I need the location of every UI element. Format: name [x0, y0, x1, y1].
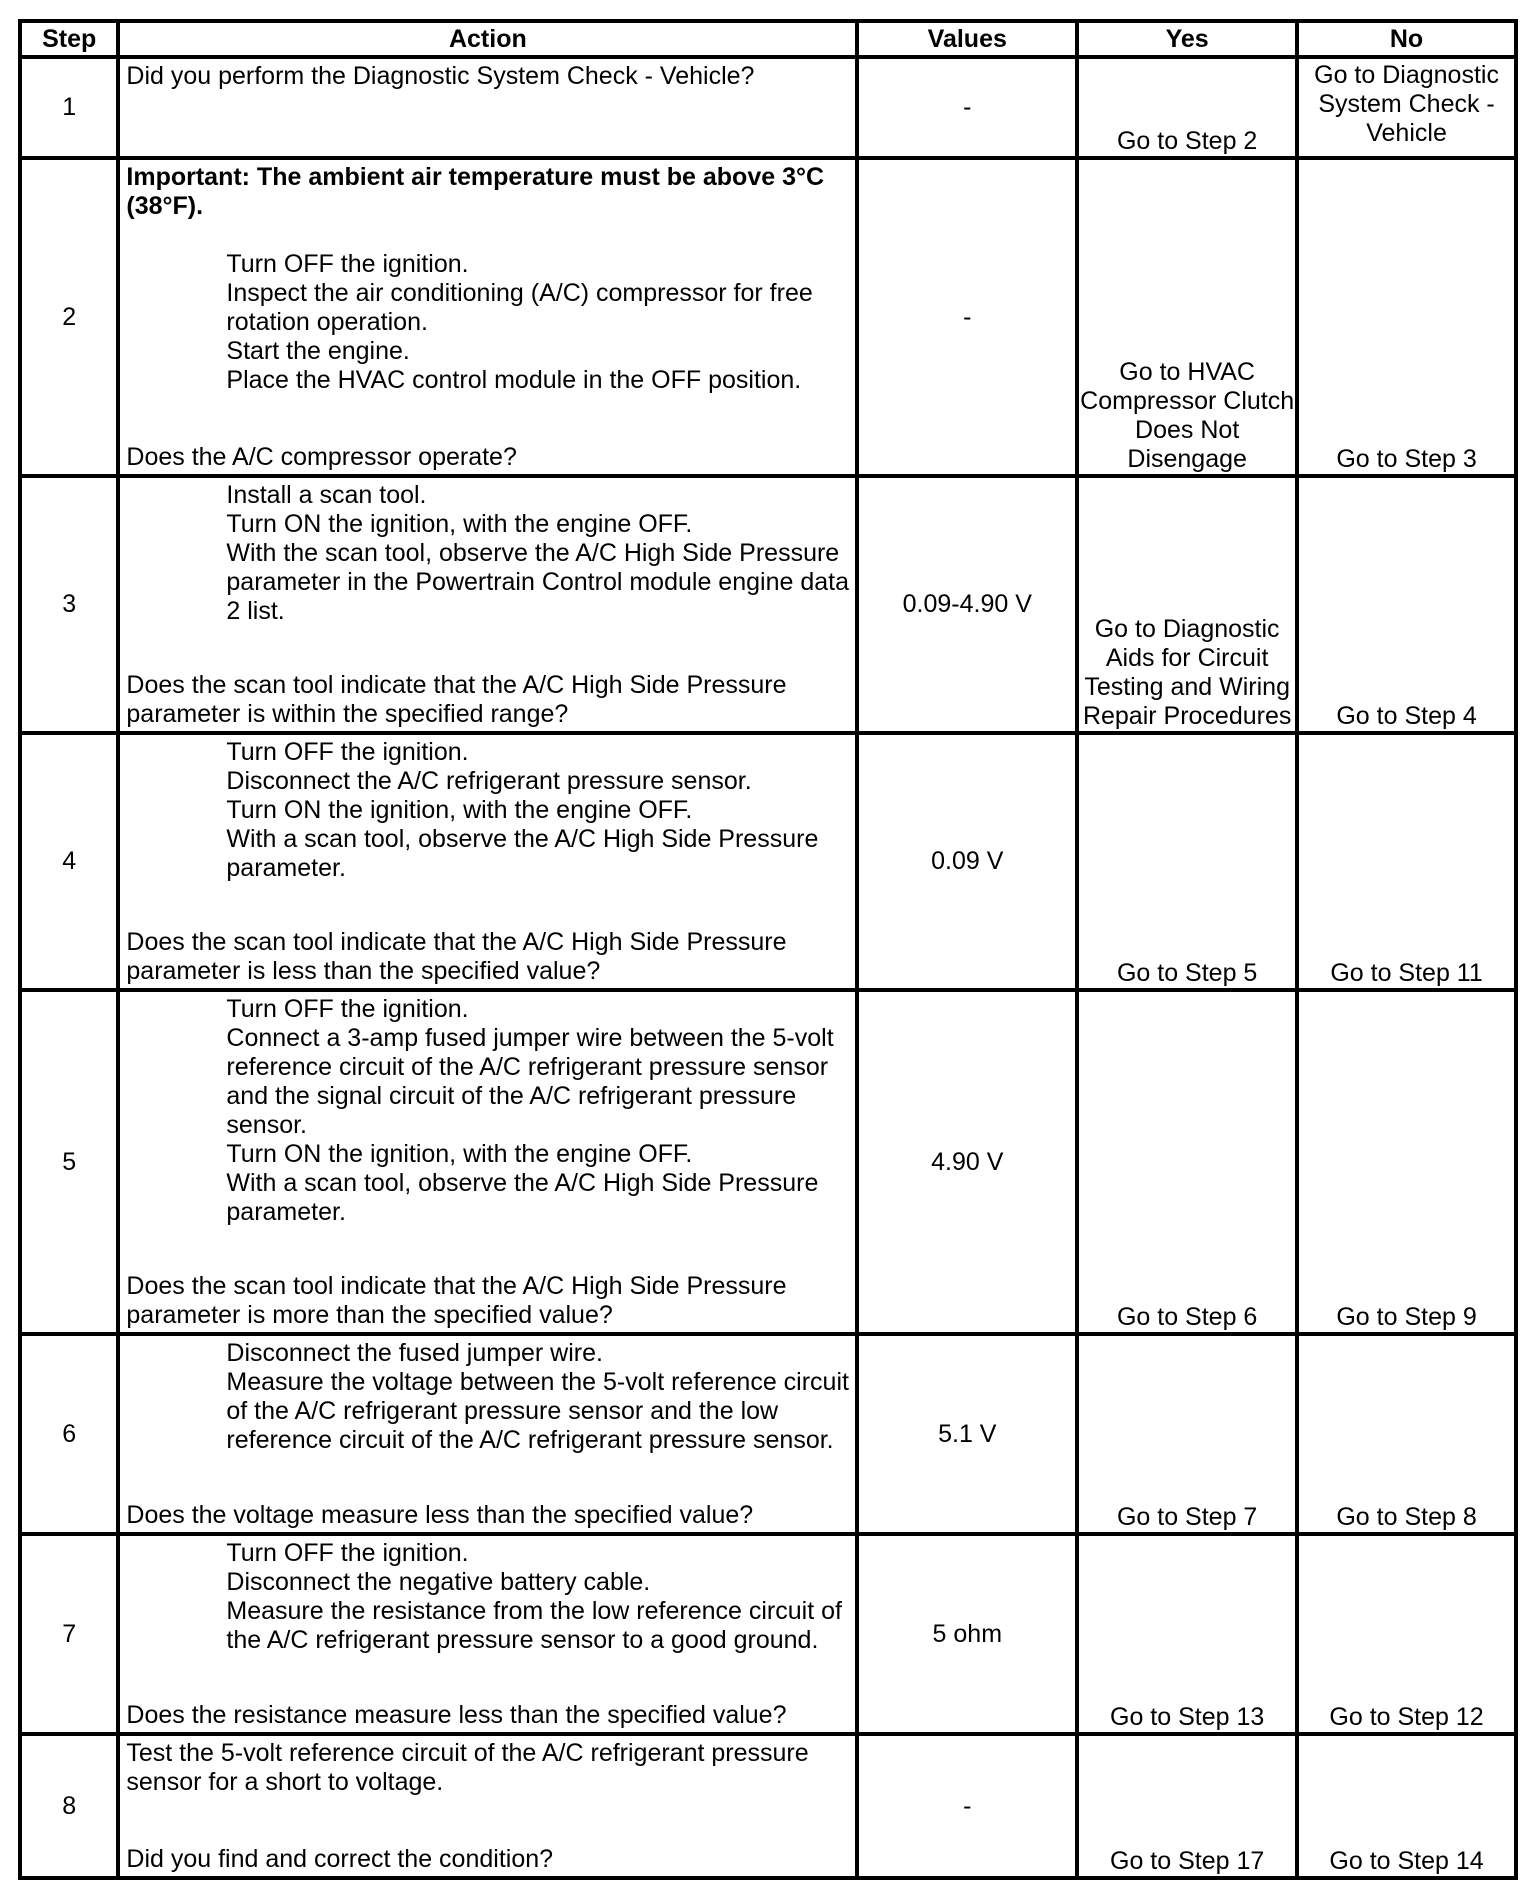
table-row — [20, 158, 1516, 476]
values-cell: 5 ohm — [857, 1534, 1077, 1734]
procedure-step: Measure the resistance from the low reference circuit of the A/C refrigerant pressure sensor to a good ground. — [226, 1597, 842, 1654]
step-number: 6 — [20, 1334, 118, 1534]
action-cell — [118, 1734, 857, 1878]
header-yes: Yes — [1077, 21, 1297, 57]
step-number: 3 — [20, 476, 118, 733]
procedure-steps — [126, 250, 849, 395]
procedure-step: Install a scan tool. — [226, 481, 427, 509]
procedure-step: Disconnect the fused jumper wire. — [226, 1339, 603, 1367]
action-question: Does the voltage measure less than the specified value? — [126, 1501, 754, 1529]
no-link[interactable]: Go to Diagnostic System Check - Vehicle — [1297, 57, 1516, 158]
action-cell — [118, 990, 857, 1334]
yes-link[interactable]: Go to Step 17 — [1077, 1734, 1297, 1878]
action-question: Does the resistance measure less than the specified value? — [126, 1701, 787, 1729]
procedure-step: With the scan tool, observe the A/C High Side Pressure parameter in the Powertrain Control module engine data 2 list. — [226, 539, 849, 625]
table-row — [20, 990, 1516, 1334]
yes-link[interactable]: Go to Step 6 — [1077, 990, 1297, 1334]
table-row — [20, 733, 1516, 990]
header-action: Action — [118, 21, 857, 57]
values-cell: 4.90 V — [857, 990, 1077, 1334]
step-number: 4 — [20, 733, 118, 990]
procedure-step: Turn ON the ignition, with the engine OFF. — [226, 796, 693, 824]
table-row — [20, 57, 1516, 158]
header-step: Step — [20, 21, 118, 57]
yes-link[interactable]: Go to Diagnostic Aids for Circuit Testing and Wiring Repair Procedures — [1077, 476, 1297, 733]
no-link[interactable]: Go to Step 8 — [1297, 1334, 1516, 1534]
header-no: No — [1297, 21, 1516, 57]
procedure-step: With a scan tool, observe the A/C High Side Pressure parameter. — [226, 1169, 819, 1226]
no-link[interactable]: Go to Step 11 — [1297, 733, 1516, 990]
no-link[interactable]: Go to Step 4 — [1297, 476, 1516, 733]
action-cell — [118, 476, 857, 733]
step-number: 1 — [20, 57, 118, 158]
procedure-step: Turn ON the ignition, with the engine OFF. — [226, 510, 693, 538]
action-question: Did you perform the Diagnostic System Check - Vehicle? — [126, 62, 755, 90]
values-cell: 0.09 V — [857, 733, 1077, 990]
procedure-step: With a scan tool, observe the A/C High Side Pressure parameter. — [226, 825, 819, 882]
action-question: Does the scan tool indicate that the A/C High Side Pressure parameter is within the specified range? — [126, 671, 787, 728]
procedure-step: Turn OFF the ignition. — [226, 250, 469, 278]
procedure-step: Turn OFF the ignition. — [226, 738, 469, 766]
values-cell: - — [857, 1734, 1077, 1878]
table-row — [20, 1334, 1516, 1534]
action-cell — [118, 158, 857, 476]
no-link[interactable]: Go to Step 9 — [1297, 990, 1516, 1334]
action-cell — [118, 57, 857, 158]
procedure-step: Measure the voltage between the 5-volt reference circuit of the A/C refrigerant pressure sensor and the low reference circuit of the A/C refrigerant pressure sensor. — [226, 1368, 849, 1454]
step-number: 8 — [20, 1734, 118, 1878]
procedure-step: Inspect the air conditioning (A/C) compressor for free rotation operation. — [226, 279, 813, 336]
step-number: 2 — [20, 158, 118, 476]
procedure-steps — [126, 995, 849, 1227]
diagnostic-table — [18, 19, 1518, 1880]
action-question: Did you find and correct the condition? — [126, 1845, 554, 1873]
action-cell — [118, 1534, 857, 1734]
values-cell: 5.1 V — [857, 1334, 1077, 1534]
action-cell — [118, 733, 857, 990]
action-cell — [118, 1334, 857, 1534]
values-cell: - — [857, 57, 1077, 158]
procedure-step: Connect a 3-amp fused jumper wire between the 5-volt reference circuit of the A/C refrigerant pressure sensor and the signal circuit of the A/C refrigerant pressure sensor. — [226, 1024, 834, 1139]
procedure-step: Start the engine. — [226, 337, 410, 365]
no-link[interactable]: Go to Step 3 — [1297, 158, 1516, 476]
no-link[interactable]: Go to Step 14 — [1297, 1734, 1516, 1878]
table-row — [20, 476, 1516, 733]
procedure-steps — [126, 738, 849, 883]
header-row — [20, 21, 1516, 57]
procedure-step: Disconnect the A/C refrigerant pressure sensor. — [226, 767, 752, 795]
action-question: Does the A/C compressor operate? — [126, 443, 517, 471]
yes-link[interactable]: Go to Step 13 — [1077, 1534, 1297, 1734]
table-row — [20, 1534, 1516, 1734]
procedure-step: Turn OFF the ignition. — [226, 995, 469, 1023]
yes-link[interactable]: Go to Step 2 — [1077, 57, 1297, 158]
step-number: 7 — [20, 1534, 118, 1734]
no-link[interactable]: Go to Step 12 — [1297, 1534, 1516, 1734]
procedure-step: Turn OFF the ignition. — [226, 1539, 469, 1567]
action-intro: Test the 5-volt reference circuit of the A/C refrigerant pressure sensor for a short to voltage. — [126, 1739, 809, 1796]
procedure-step: Place the HVAC control module in the OFF position. — [226, 366, 802, 394]
procedure-steps — [126, 1339, 849, 1455]
table-row — [20, 1734, 1516, 1878]
yes-link[interactable]: Go to Step 7 — [1077, 1334, 1297, 1534]
procedure-step: Turn ON the ignition, with the engine OFF. — [226, 1140, 693, 1168]
values-cell: 0.09-4.90 V — [857, 476, 1077, 733]
values-cell: - — [857, 158, 1077, 476]
step-number: 5 — [20, 990, 118, 1334]
procedure-steps — [126, 481, 849, 626]
yes-link[interactable]: Go to HVAC Compressor Clutch Does Not Disengage — [1077, 158, 1297, 476]
procedure-step: Disconnect the negative battery cable. — [226, 1568, 651, 1596]
action-question: Does the scan tool indicate that the A/C High Side Pressure parameter is more than the specified value? — [126, 1272, 787, 1329]
procedure-steps — [126, 1539, 849, 1655]
header-values: Values — [857, 21, 1077, 57]
action-question: Does the scan tool indicate that the A/C High Side Pressure parameter is less than the specified value? — [126, 928, 787, 985]
important-note: Important: The ambient air temperature must be above 3°C (38°F). — [126, 163, 825, 220]
yes-link[interactable]: Go to Step 5 — [1077, 733, 1297, 990]
